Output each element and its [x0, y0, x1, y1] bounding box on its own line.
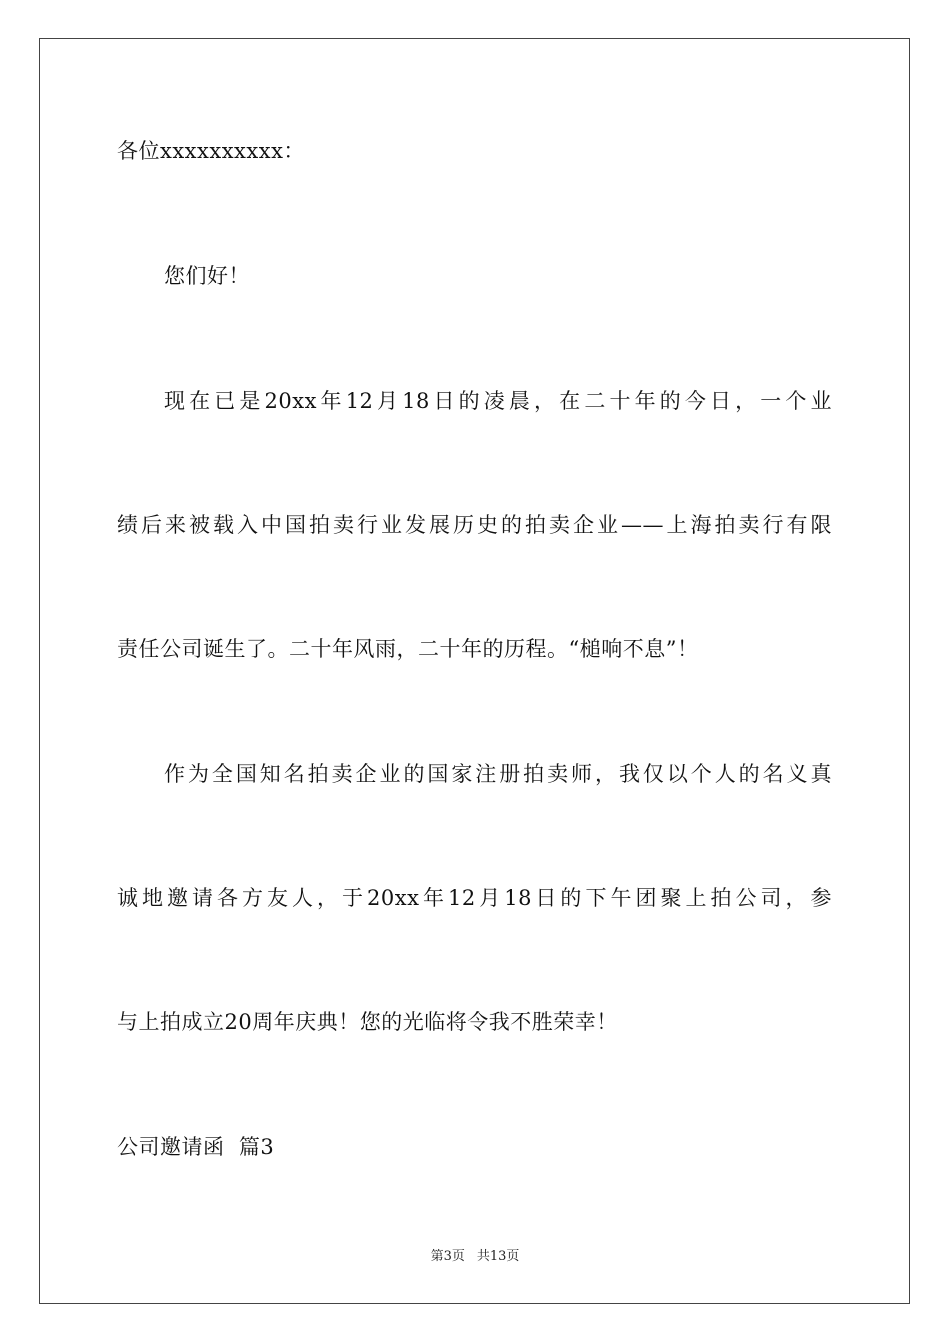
paragraph1-line1: 现在已是20xx年12月18日的凌晨，在二十年的今日，一个业 — [164, 389, 832, 413]
page-total: 共13页 — [476, 1249, 520, 1264]
paragraph2-line2: 诚地邀请各方友人，于20xx年12月18日的下午团聚上拍公司，参 — [117, 886, 832, 910]
paragraph1-line2: 绩后来被载入中国拍卖行业发展历史的拍卖企业——上海拍卖行有限 — [117, 513, 832, 537]
salutation: 各位xxxxxxxxxx： — [117, 139, 305, 163]
page-footer — [0, 1248, 950, 1266]
page-number: 第3页 — [430, 1249, 465, 1264]
section-heading: 公司邀请函 篇3 — [117, 1135, 275, 1159]
greeting: 您们好！ — [164, 264, 250, 288]
page-frame — [39, 38, 910, 1304]
paragraph2-line3: 与上拍成立20周年庆典！您的光临将令我不胜荣幸！ — [117, 1010, 618, 1034]
paragraph1-line3: 责任公司诞生了。二十年风雨，二十年的历程。“槌响不息”！ — [117, 637, 699, 661]
paragraph2-line1: 作为全国知名拍卖企业的国家注册拍卖师，我仅以个人的名义真 — [164, 762, 832, 786]
